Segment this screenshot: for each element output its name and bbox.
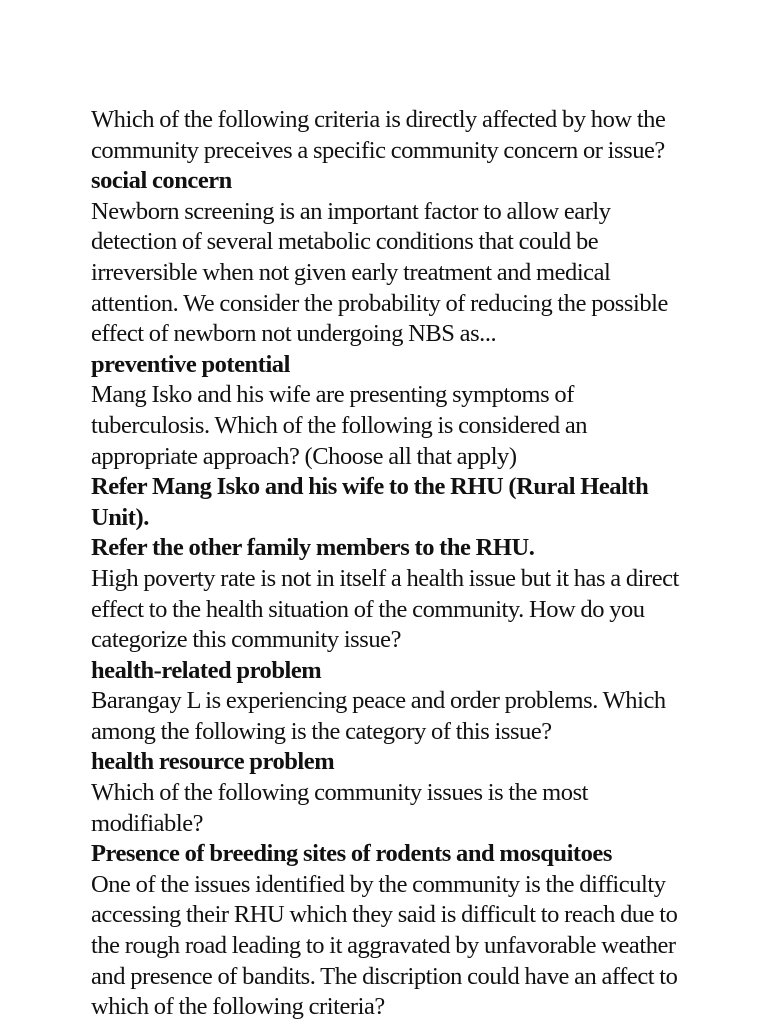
answer-line: health resource problem bbox=[91, 748, 335, 776]
answer-text bbox=[91, 533, 681, 564]
answer-line: preventive potential bbox=[91, 350, 290, 378]
answer-line: health-related problem bbox=[91, 656, 322, 684]
answer-text bbox=[91, 166, 681, 197]
answer-text bbox=[91, 350, 681, 381]
question-line: Which of the following community issues is the most bbox=[91, 779, 589, 807]
answer-text bbox=[91, 747, 681, 778]
question-line: appropriate approach? (Choose all that apply) bbox=[91, 442, 517, 470]
question-line: which of the following criteria? bbox=[91, 993, 385, 1021]
question-text bbox=[91, 870, 681, 1023]
question-text bbox=[91, 778, 681, 839]
question-text bbox=[91, 380, 681, 472]
question-line: and presence of bandits. The discription could have an affect to bbox=[91, 962, 678, 990]
question-text bbox=[91, 105, 681, 166]
question-line: High poverty rate is not in itself a health issue but it has a direct bbox=[91, 564, 679, 592]
document-page bbox=[91, 105, 681, 1023]
question-line: Which of the following criteria is directly affected by how the bbox=[91, 106, 666, 133]
question-line: attention. We consider the probability of reducing the possible bbox=[91, 289, 668, 317]
question-line: One of the issues identified by the community is the difficulty bbox=[91, 870, 666, 898]
question-line: the rough road leading to it aggravated by unfavorable weather bbox=[91, 932, 676, 960]
question-line: effect to the health situation of the community. How do you bbox=[91, 595, 645, 623]
question-text bbox=[91, 197, 681, 350]
answer-line: Refer the other family members to the RHU. bbox=[91, 534, 535, 562]
question-line: effect of newborn not undergoing NBS as... bbox=[91, 320, 497, 348]
question-line: detection of several metabolic conditions that could be bbox=[91, 228, 599, 256]
answer-text bbox=[91, 839, 681, 870]
answer-line: Unit). bbox=[91, 503, 149, 531]
question-line: accessing their RHU which they said is difficult to reach due to bbox=[91, 901, 678, 929]
answer-line: Presence of breeding sites of rodents and mosquitoes bbox=[91, 840, 612, 868]
question-line: Mang Isko and his wife are presenting symptoms of bbox=[91, 381, 574, 409]
question-line: categorize this community issue? bbox=[91, 626, 401, 654]
question-line: tuberculosis. Which of the following is considered an bbox=[91, 411, 588, 439]
question-line: modifiable? bbox=[91, 809, 204, 837]
answer-text bbox=[91, 656, 681, 687]
question-line: among the following is the category of this issue? bbox=[91, 717, 552, 745]
answer-line: Refer Mang Isko and his wife to the RHU (Rural Health bbox=[91, 473, 649, 501]
question-line: community preceives a specific community concern or issue? bbox=[91, 136, 665, 164]
question-text bbox=[91, 564, 681, 656]
question-line: Barangay L is experiencing peace and order problems. Which bbox=[91, 687, 666, 715]
answer-line: social concern bbox=[91, 167, 232, 195]
question-line: irreversible when not given early treatment and medical bbox=[91, 258, 611, 286]
question-line: Newborn screening is an important factor to allow early bbox=[91, 197, 611, 225]
question-text bbox=[91, 686, 681, 747]
answer-text bbox=[91, 472, 681, 533]
